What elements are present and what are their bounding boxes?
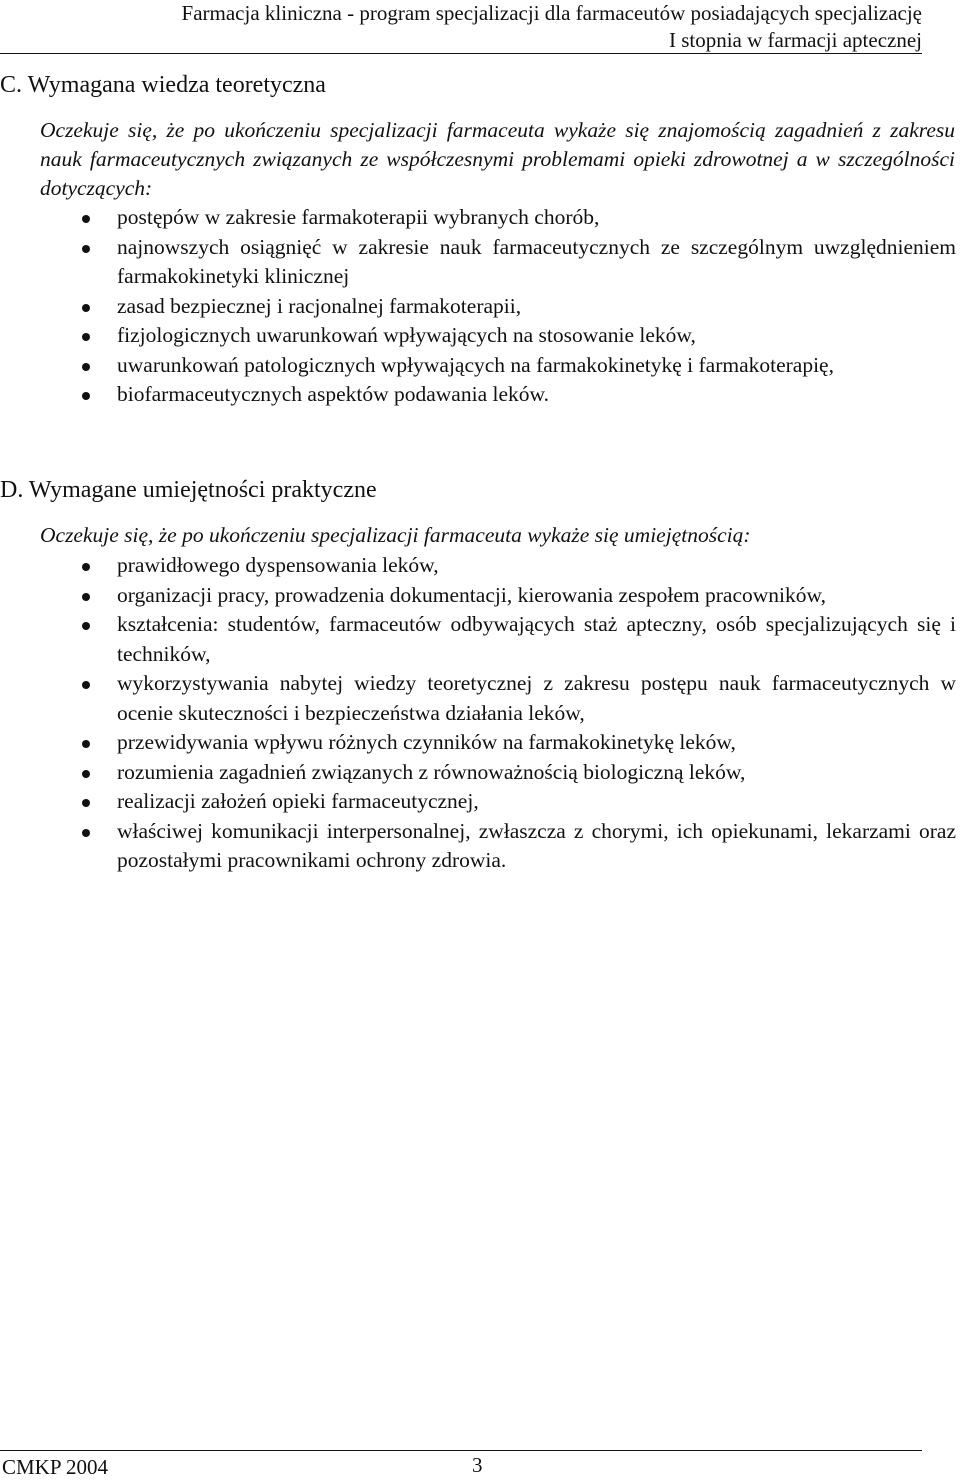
section-c-list [0,203,956,410]
header-divider [0,53,922,54]
footer-label: CMKP 2004 [2,1455,108,1479]
list-item: rozumienia zagadnień związanych z równoważnością biologiczną leków, [0,758,956,788]
section-d-title: D. Wymagane umiejętności praktyczne [0,477,377,503]
bullet-icon [82,740,90,748]
bullet-icon [82,622,90,630]
bullet-icon [82,799,90,807]
list-item: najnowszych osiągnięć w zakresie nauk farmaceutycznych ze szczególnym uwzględnieniem farmakokinetyki klinicznej [0,233,956,292]
bullet-icon [82,304,90,312]
list-item: przewidywania wpływu różnych czynników na farmakokinetykę leków, [0,728,956,758]
bullet-icon [82,245,90,253]
bullet-icon [82,363,90,371]
header-line-1: Farmacja kliniczna - program specjalizacji dla farmaceutów posiadających specjalizację [181,1,922,25]
list-item: prawidłowego dyspensowania leków, [0,551,956,581]
list-item: organizacji pracy, prowadzenia dokumentacji, kierowania zespołem pracowników, [0,581,956,611]
bullet-icon [82,215,90,223]
bullet-icon [82,392,90,400]
section-d-list [0,551,956,876]
bullet-icon [82,593,90,601]
header-line-2: I stopnia w farmacji aptecznej [668,28,922,52]
list-item: kształcenia: studentów, farmaceutów odbywających staż apteczny, osób specjalizujących się i techników, [0,610,956,669]
list-item: biofarmaceutycznych aspektów podawania leków. [0,380,956,410]
bullet-icon [82,681,90,689]
page-number: 3 [472,1453,483,1477]
list-item: uwarunkowań patologicznych wpływających na farmakokinetykę i farmakoterapię, [0,351,956,381]
list-item: wykorzystywania nabytej wiedzy teoretycznej z zakresu postępu nauk farmaceutycznych w ocenie skuteczności i bezpieczeństwa działania leków, [0,669,956,728]
page-header [0,0,922,54]
list-item: realizacji założeń opieki farmaceutycznej, [0,787,956,817]
bullet-icon [82,333,90,341]
list-item: postępów w zakresie farmakoterapii wybranych chorób, [0,203,956,233]
footer-divider [0,1450,922,1451]
bullet-icon [82,829,90,837]
bullet-icon [82,563,90,571]
section-d-intro: Oczekuje się, że po ukończeniu specjalizacji farmaceuta wykaże się umiejętnością: [40,523,751,547]
list-item: właściwej komunikacji interpersonalnej, zwłaszcza z chorymi, ich opiekunami, lekarzami oraz pozostałymi pracownikami ochrony zdrowia. [0,817,956,876]
section-c-intro: Oczekuje się, że po ukończeniu specjalizacji farmaceuta wykaże się znajomością zagadnień z zakresu nauk farmaceutycznych związanych ze współczesnymi problemami opieki zdrowotnej a w szczególności dotyczących: [40,118,955,200]
list-item: zasad bezpiecznej i racjonalnej farmakoterapii, [0,292,956,322]
section-c-title: C. Wymagana wiedza teoretyczna [0,72,326,98]
bullet-icon [82,770,90,778]
list-item: fizjologicznych uwarunkowań wpływających na stosowanie leków, [0,321,956,351]
